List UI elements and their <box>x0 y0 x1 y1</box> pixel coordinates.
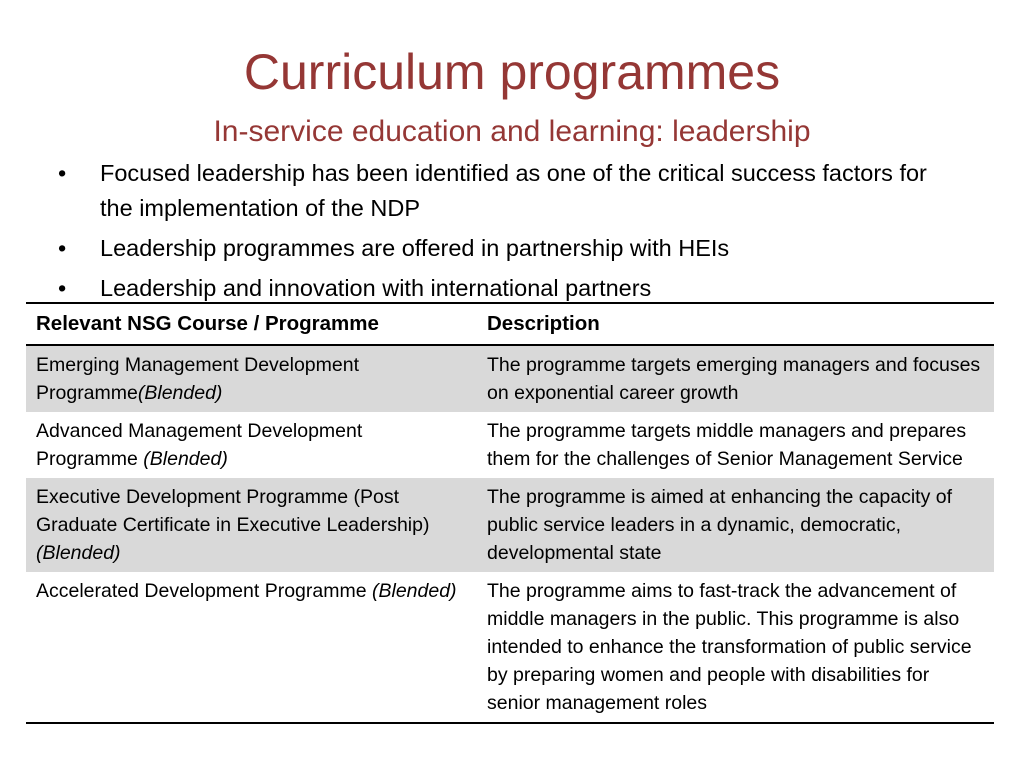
course-name: Emerging Management Development Programme <box>36 354 360 404</box>
delivery-mode: (Blended) <box>137 382 223 404</box>
table-row <box>26 412 994 478</box>
course-cell <box>26 345 477 412</box>
bullet-text: Focused leadership has been identified as one of the critical success factors for the implementation of the NDP <box>100 160 927 221</box>
description-cell: The programme is aimed at enhancing the capacity of public service leaders in a dynamic, democratic, developmental state <box>477 478 994 572</box>
description-cell: The programme targets middle managers and prepares them for the challenges of Senior Management Service <box>487 420 967 470</box>
bullet-text: Leadership programmes are offered in partnership with HEIs <box>100 235 730 261</box>
bullet-glyph: • <box>58 160 67 186</box>
course-name: Accelerated Development Programme <box>36 580 372 602</box>
course-name: Advanced Management Development Programme <box>36 420 363 470</box>
slide-title: Curriculum programmes <box>243 44 781 100</box>
bullet-item <box>58 156 938 226</box>
bullet-glyph: • <box>58 235 67 261</box>
programmes-table <box>26 302 994 724</box>
course-cell <box>26 572 477 723</box>
delivery-mode: (Blended) <box>372 580 457 602</box>
bullet-item <box>58 231 938 266</box>
table-row <box>26 572 994 723</box>
delivery-mode: (Blended) <box>36 542 121 564</box>
delivery-mode: (Blended) <box>143 448 228 470</box>
table-row <box>26 478 994 572</box>
course-cell <box>26 478 477 572</box>
description-cell: The programme aims to fast-track the advancement of middle managers in the public. This programme is also intended to enhance the transformation of public service by preparing women and people with disabilities for senior management roles <box>477 572 994 723</box>
table-header-row <box>26 303 994 345</box>
table-row <box>26 345 994 412</box>
header-description: Description <box>477 303 994 345</box>
description-cell: The programme targets emerging managers and focuses on exponential career growth <box>477 345 994 412</box>
bullet-glyph: • <box>58 275 67 301</box>
course-cell <box>26 412 477 478</box>
header-course: Relevant NSG Course / Programme <box>26 303 477 345</box>
slide-subtitle: In-service education and learning: leadership <box>213 115 811 148</box>
bullet-text: Leadership and innovation with international partners <box>100 275 652 301</box>
bullet-list <box>58 156 938 311</box>
course-name: Executive Development Programme (Post Graduate Certificate in Executive Leadership) <box>36 486 430 536</box>
bullet-item <box>58 271 938 306</box>
